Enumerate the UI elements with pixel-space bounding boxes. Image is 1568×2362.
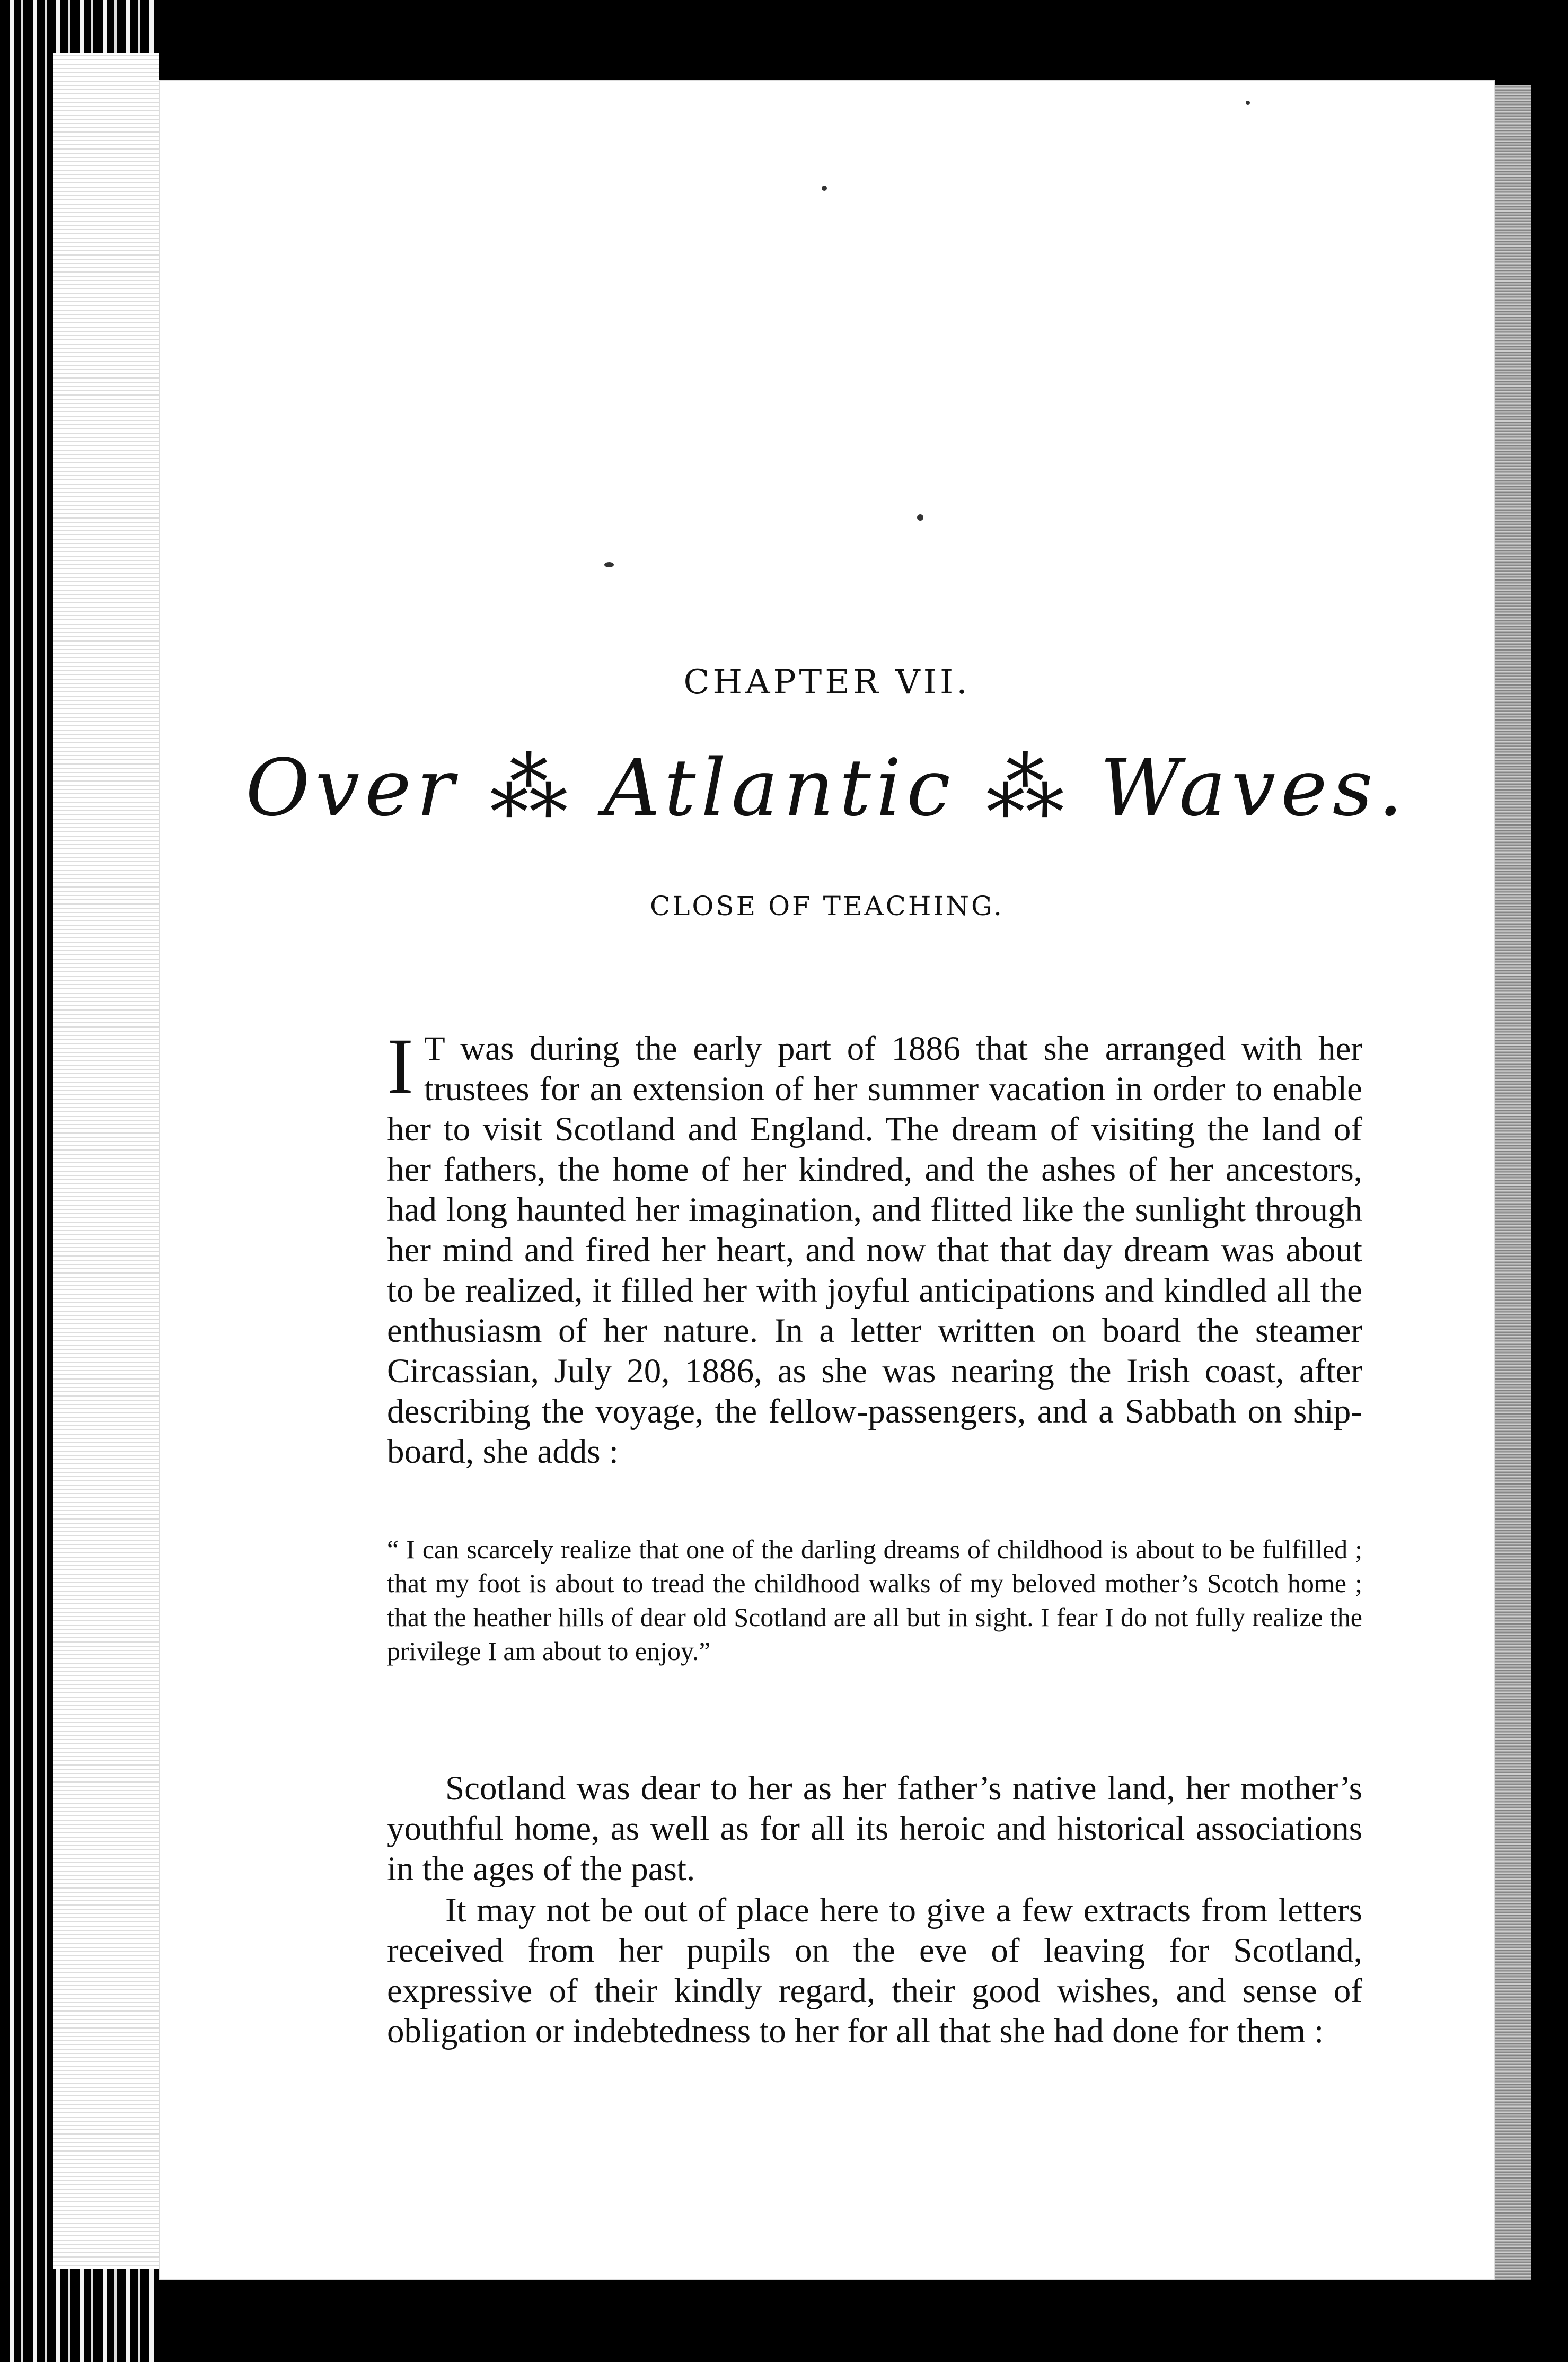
book-page [159,80,1495,2280]
ink-speck [822,186,827,191]
book-left-edge [0,0,159,2362]
paragraph-opening-text: T was during the early part of 1886 that she arranged with her trustees for an extension of her summer vacation in order to enable her to visit Scotland and England. The dream of visiting the land of her fathers, the home of her kindred, and the ashes of her ancestors, had long haunted her imagination, and flitted like the sunlight through her mind and fired her heart, and now that that day dream was about to be realized, it filled her with joyful anticipations and kindled all the enthusiasm of her nature. In a letter written on board the steamer Circassian, July 20, 1886, as she was nearing the Irish coast, after describing the voyage, the fellow-passengers, and a Sabbath on ship-board, she adds : [387,1030,1362,1471]
chapter-title: Over ⁂ Atlantic ⁂ Waves. [245,742,1408,833]
paragraph-extracts: It may not be out of place here to give a few extracts from letters received from her pupils on the eve of leaving for Scotland, expressive of their kindly regard, their good wishes, and sense of obligation or indebtedness to her for all that she had done for them : [387,1891,1362,2050]
scanner-border [1531,85,1568,2280]
drop-cap: I [387,1022,413,1110]
paragraph-opening [387,1022,1362,1472]
ink-speck [604,562,614,567]
paragraph-scotland: Scotland was dear to her as her father’s native land, her mother’s youthful home, as well as for all its heroic and historical associations in the ages of the past. [387,1769,1362,1888]
page-stack-edge [53,53,159,2269]
section-subheading: CLOSE OF TEACHING. [649,891,1005,921]
letter-quote: “ I can scarcely realize that one of the darling dreams of childhood is about to be fulfilled ; that my foot is about to tread the childhood walks of my beloved mother’s Scotch home ; that the heather hills of dear old Scotland are all but in sight. I fear I do not fully realize the privilege I am about to enjoy.” [387,1534,1362,1666]
ink-speck [917,514,923,521]
chapter-number: CHAPTER VII. [683,663,971,702]
ink-speck [1246,101,1250,105]
